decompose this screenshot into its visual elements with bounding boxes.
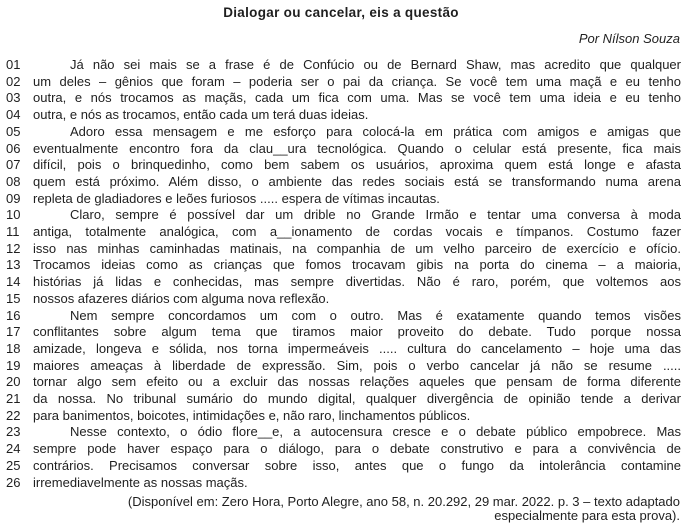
text-line — [0, 341, 682, 358]
text-line — [0, 358, 682, 375]
line-number: 22 — [6, 407, 21, 423]
text-line — [0, 74, 682, 91]
text-line — [0, 124, 682, 141]
line-text: outra, e nós as trocamos, então cada um terá duas ideias. — [33, 107, 369, 123]
text-line — [0, 441, 682, 458]
line-number: 16 — [6, 307, 21, 323]
text-line — [0, 424, 682, 441]
text-line — [0, 241, 682, 258]
line-text: histórias já lidas e conhecidas, mas sempre divertidas. Não é raro, porém, que voltemos aos — [33, 274, 681, 290]
line-text: Nem sempre concordamos um com o outro. Mas é exatamente quando temos visões — [70, 307, 681, 323]
text-line — [0, 374, 682, 391]
text-line — [0, 391, 682, 408]
line-number: 06 — [6, 140, 21, 156]
line-text: irremediavelmente as nossas maçãs. — [33, 474, 248, 490]
line-number: 20 — [6, 374, 21, 390]
text-line — [0, 57, 682, 74]
text-line — [0, 458, 682, 475]
line-number: 23 — [6, 424, 21, 440]
text-line — [0, 257, 682, 274]
text-body — [0, 57, 682, 491]
line-number: 12 — [6, 240, 21, 256]
line-text: Trocamos ideias como as crianças que fomos trocavam gibis na porta do cinema – a maioria, — [33, 257, 681, 273]
line-number: 11 — [6, 224, 20, 240]
citation-line-2: especialmente para esta prova). — [494, 508, 680, 523]
line-text: Adoro essa mensagem e me esforço para colocá-la em prática com amigos e amigas que — [70, 123, 681, 139]
text-line — [0, 291, 682, 308]
line-text: nossos afazeres diários com alguma nova reflexão. — [33, 290, 330, 306]
citation-line-1: (Disponível em: Zero Hora, Porto Alegre, ano 58, n. 20.292, 29 mar. 2022. p. 3 – texto adaptado — [127, 494, 680, 510]
line-number: 17 — [6, 324, 21, 340]
line-text: isso nas minhas caminhadas matinais, na companhia de um velho parceiro de exercício e ofício. — [33, 240, 681, 256]
line-number: 18 — [6, 340, 21, 356]
line-number: 10 — [6, 207, 21, 223]
line-text: difícil, pois o brinquedinho, como bem sabem os usuários, aproxima quem está longe e afasta — [33, 157, 681, 173]
line-text: maiores ameaças à liberdade de expressão. Sim, pois o verbo cancelar já não se resume ..... — [33, 357, 681, 373]
line-text: conflitantes sobre algum tema que tiramos maior proveito do debate. Tudo porque nossa — [33, 324, 681, 340]
line-number: 26 — [6, 474, 21, 490]
line-number: 08 — [6, 173, 21, 189]
text-line — [0, 107, 682, 124]
line-text: contrários. Precisamos conversar sobre isso, antes que o fungo da intolerância contamine — [33, 457, 681, 473]
line-text: antiga, totalmente analógica, com a__ionamento de cordas vocais e tímpanos. Costumo fazer — [33, 224, 681, 240]
line-text: outra, e nós trocamos as maçãs, cada um fica com uma. Mas se você tem uma ideia e eu tenho — [33, 90, 681, 106]
text-line — [0, 90, 682, 107]
line-number: 03 — [6, 90, 21, 106]
line-number: 09 — [6, 190, 21, 206]
text-line — [0, 191, 682, 208]
line-number: 24 — [6, 441, 21, 457]
text-line — [0, 475, 682, 492]
line-number: 05 — [6, 123, 21, 139]
line-number: 13 — [6, 257, 21, 273]
line-text: Nesse contexto, o ódio flore__e, a autocensura cresce e o debate público empobrece. Mas — [70, 424, 681, 440]
line-text: Claro, sempre é possível dar um drible no Grande Irmão e tentar uma conversa à moda — [70, 207, 681, 223]
text-line — [0, 157, 682, 174]
line-number: 25 — [6, 457, 21, 473]
line-number: 15 — [6, 290, 21, 306]
line-number: 02 — [6, 73, 21, 89]
line-number: 21 — [6, 391, 21, 407]
text-line — [0, 408, 682, 425]
byline: Por Nílson Souza — [578, 31, 680, 46]
document-title: Dialogar ou cancelar, eis a questão — [223, 5, 459, 20]
text-line — [0, 207, 682, 224]
line-number: 19 — [6, 357, 21, 373]
citation — [0, 495, 682, 523]
line-number: 07 — [6, 157, 21, 173]
text-line — [0, 224, 682, 241]
line-text: sempre pode haver espaço para o diálogo, para o debate construtivo e para a convivência de — [33, 441, 681, 457]
line-number: 14 — [6, 274, 21, 290]
line-number: 04 — [6, 107, 21, 123]
line-text: repleta de gladiadores e leões furiosos ..... espera de vítimas incautas. — [33, 190, 440, 206]
text-line — [0, 324, 682, 341]
text-line — [0, 308, 682, 325]
line-number: 01 — [6, 57, 21, 72]
line-text: tornar algo sem efeito ou a excluir das nossas relações aqueles que pensam de forma diferente — [33, 374, 681, 390]
text-line — [0, 174, 682, 191]
line-text: amizade, longeva e sólida, nos torna impermeáveis ..... cultura do cancelamento – hoje uma das — [33, 340, 681, 356]
text-line — [0, 141, 682, 158]
line-text: quem está próximo. Além disso, o ambiente das redes sociais está se transformando numa arena — [33, 173, 681, 189]
line-text: um deles – gênios que foram – poderia ser o pai da criança. Se você tem uma maçã e eu tenho — [33, 73, 681, 89]
line-text: Já não sei mais se a frase é de Confúcio ou de Bernard Shaw, mas acredito que qualquer — [70, 57, 681, 72]
line-text: eventualmente encontro fora da clau__ura tecnológica. Quando o celular está presente, fica mais — [33, 140, 681, 156]
text-line — [0, 274, 682, 291]
line-text: para banimentos, boicotes, intimidações e, não raro, linchamentos públicos. — [33, 407, 471, 423]
line-text: da nossa. No tribunal sumário do mundo digital, qualquer divergência de opinião tende a derivar — [33, 391, 681, 407]
